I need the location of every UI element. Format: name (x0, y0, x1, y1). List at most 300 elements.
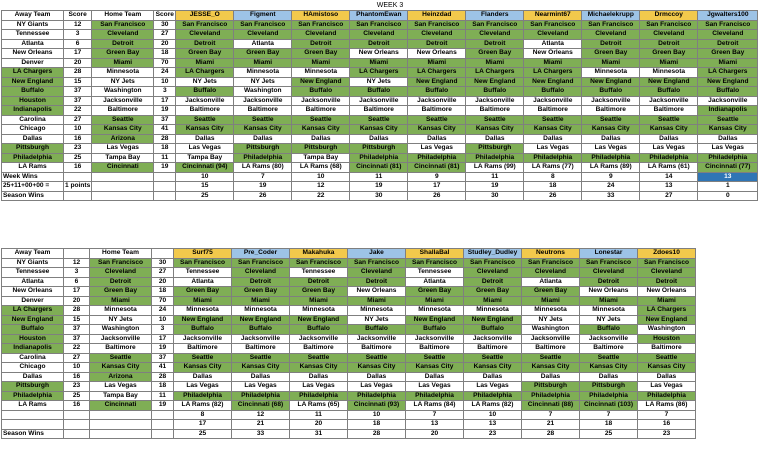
home-score-cell[interactable]: 24 (152, 306, 174, 316)
pick-cell[interactable]: Jacksonville (290, 334, 348, 344)
home-team-cell[interactable]: Baltimore (92, 106, 154, 116)
season-wins-cell[interactable]: 33 (232, 429, 290, 439)
pick-cell[interactable]: Philadelphia (406, 391, 464, 401)
pick-cell[interactable]: New Orleans (638, 287, 696, 297)
pick-cell[interactable]: LA Chargers (176, 68, 234, 78)
pick-cell[interactable]: LA Rams (99) (466, 163, 524, 173)
home-team-cell[interactable]: Detroit (90, 277, 152, 287)
away-score-cell[interactable]: 6 (64, 277, 90, 287)
away-score-cell[interactable]: 22 (64, 106, 92, 116)
pick-cell[interactable]: Baltimore (292, 106, 350, 116)
away-team-cell[interactable]: Houston (2, 334, 64, 344)
pick-cell[interactable]: Philadelphia (466, 153, 524, 163)
away-team-cell[interactable]: Atlanta (2, 277, 64, 287)
player-header[interactable]: Flanders (466, 11, 524, 21)
column-header[interactable]: Score (64, 11, 92, 21)
pick-cell[interactable]: Jacksonville (640, 96, 698, 106)
player-header[interactable]: PhantomEwan (350, 11, 408, 21)
column-header[interactable]: Away Team (2, 11, 64, 21)
away-score-cell[interactable]: 12 (64, 20, 92, 30)
pick-cell[interactable]: New England (698, 77, 758, 87)
week-wins-cell[interactable]: 10 (348, 410, 406, 420)
pick-cell[interactable]: Dallas (406, 372, 464, 382)
pick-cell[interactable]: San Francisco (640, 20, 698, 30)
pick-cell[interactable]: Buffalo (348, 325, 406, 335)
pick-cell[interactable]: Tampa Bay (176, 153, 234, 163)
pick-cell[interactable]: Jacksonville (582, 96, 640, 106)
pick-cell[interactable]: Jacksonville (348, 334, 406, 344)
pick-cell[interactable]: Buffalo (640, 87, 698, 97)
pick-cell[interactable]: LA Chargers (524, 68, 582, 78)
pick-cell[interactable]: Philadelphia (408, 153, 466, 163)
pick-cell[interactable]: Minnesota (406, 306, 464, 316)
pick-cell[interactable]: Dallas (348, 372, 406, 382)
pick-cell[interactable]: Seattle (524, 115, 582, 125)
pick-cell[interactable]: San Francisco (582, 20, 640, 30)
pick-cell[interactable]: Philadelphia (348, 391, 406, 401)
pick-cell[interactable]: Buffalo (350, 87, 408, 97)
pick-cell[interactable]: New Orleans (350, 49, 408, 59)
away-score-cell[interactable]: 28 (64, 306, 90, 316)
pick-cell[interactable]: San Francisco (638, 258, 696, 268)
week-wins-cell[interactable]: 9 (582, 172, 640, 182)
pick-cell[interactable]: San Francisco (350, 20, 408, 30)
tiebreak-cell[interactable]: 1 (698, 182, 758, 192)
pick-cell[interactable]: Dallas (292, 134, 350, 144)
pick-cell[interactable]: Cleveland (524, 30, 582, 40)
tiebreak-cell[interactable]: 18 (580, 420, 638, 430)
home-score-cell[interactable]: 28 (154, 134, 176, 144)
pick-cell[interactable]: Green Bay (466, 49, 524, 59)
pick-cell[interactable]: NY Jets (580, 315, 638, 325)
pick-cell[interactable]: Green Bay (522, 287, 580, 297)
pick-cell[interactable]: Cleveland (176, 30, 234, 40)
away-score-cell[interactable]: 23 (64, 144, 92, 154)
pick-cell[interactable]: Kansas City (524, 125, 582, 135)
pick-cell[interactable]: Seattle (522, 353, 580, 363)
pick-cell[interactable]: New England (640, 77, 698, 87)
season-wins-label[interactable]: Season Wins (2, 429, 64, 439)
pick-cell[interactable]: Philadelphia (234, 153, 292, 163)
pick-cell[interactable]: New Orleans (348, 287, 406, 297)
pick-cell[interactable]: Philadelphia (638, 391, 696, 401)
pick-cell[interactable]: Detroit (698, 39, 758, 49)
pick-cell[interactable]: Dallas (698, 134, 758, 144)
pick-cell[interactable]: Dallas (234, 134, 292, 144)
tiebreak-cell[interactable]: 13 (640, 182, 698, 192)
pick-cell[interactable]: Dallas (638, 372, 696, 382)
blank-cell[interactable] (152, 410, 174, 420)
pick-cell[interactable]: Green Bay (234, 49, 292, 59)
blank-cell[interactable] (92, 172, 154, 182)
pick-cell[interactable]: Seattle (174, 353, 232, 363)
pick-cell[interactable]: Detroit (348, 277, 406, 287)
pick-cell[interactable]: Minnesota (234, 68, 292, 78)
pick-cell[interactable]: Jacksonville (234, 96, 292, 106)
pick-cell[interactable]: New England (292, 77, 350, 87)
pick-cell[interactable]: Miami (640, 58, 698, 68)
pick-cell[interactable]: Kansas City (522, 363, 580, 373)
away-score-cell[interactable]: 37 (64, 325, 90, 335)
blank-cell[interactable] (64, 429, 90, 439)
home-team-cell[interactable]: Washington (92, 87, 154, 97)
column-header[interactable] (152, 249, 174, 259)
home-team-cell[interactable]: Detroit (92, 39, 154, 49)
season-wins-cell[interactable]: 22 (292, 191, 350, 201)
pick-cell[interactable]: Minnesota (640, 68, 698, 78)
pick-cell[interactable]: Kansas City (466, 125, 524, 135)
pick-cell[interactable]: San Francisco (408, 20, 466, 30)
pick-cell[interactable]: Pittsburgh (466, 144, 524, 154)
pick-cell[interactable]: Cleveland (408, 30, 466, 40)
blank-cell[interactable] (64, 191, 92, 201)
pick-cell[interactable]: Dallas (522, 372, 580, 382)
season-wins-cell[interactable]: 25 (174, 429, 232, 439)
pick-cell[interactable]: NY Jets (348, 315, 406, 325)
pick-cell[interactable]: Kansas City (698, 125, 758, 135)
pick-cell[interactable]: Seattle (234, 115, 292, 125)
pick-cell[interactable]: Jacksonville (408, 96, 466, 106)
pick-cell[interactable]: Cleveland (466, 30, 524, 40)
pick-cell[interactable]: Buffalo (582, 87, 640, 97)
pick-cell[interactable]: San Francisco (698, 20, 758, 30)
pick-cell[interactable]: New England (174, 315, 232, 325)
home-team-cell[interactable]: Arizona (90, 372, 152, 382)
pick-cell[interactable]: Philadelphia (580, 391, 638, 401)
home-team-cell[interactable]: NY Jets (92, 77, 154, 87)
pick-cell[interactable]: Philadelphia (464, 391, 522, 401)
home-score-cell[interactable]: 10 (154, 77, 176, 87)
pick-cell[interactable]: Houston (638, 334, 696, 344)
pick-cell[interactable]: Kansas City (406, 363, 464, 373)
pick-cell[interactable]: Atlanta (174, 277, 232, 287)
pick-cell[interactable]: Minnesota (464, 306, 522, 316)
pick-cell[interactable]: Philadelphia (522, 391, 580, 401)
away-team-cell[interactable]: New Orleans (2, 287, 64, 297)
season-wins-cell[interactable]: 26 (408, 191, 466, 201)
away-team-cell[interactable]: New Orleans (2, 49, 64, 59)
pick-cell[interactable]: Tennessee (174, 268, 232, 278)
pick-cell[interactable]: Cincinnati (68) (232, 401, 290, 411)
pick-cell[interactable]: Jacksonville (174, 334, 232, 344)
pick-cell[interactable]: LA Rams (61) (640, 163, 698, 173)
pick-cell[interactable]: LA Chargers (466, 68, 524, 78)
pick-cell[interactable]: Miami (582, 58, 640, 68)
tiebreak-cell[interactable]: 12 (292, 182, 350, 192)
pick-cell[interactable]: Jacksonville (350, 96, 408, 106)
pick-cell[interactable]: Detroit (638, 277, 696, 287)
away-score-cell[interactable]: 12 (64, 258, 90, 268)
pick-cell[interactable]: Buffalo (232, 325, 290, 335)
pick-cell[interactable]: Seattle (466, 115, 524, 125)
away-score-cell[interactable]: 16 (64, 134, 92, 144)
pick-cell[interactable]: Las Vegas (174, 382, 232, 392)
pick-cell[interactable]: Buffalo (408, 87, 466, 97)
pick-cell[interactable]: Philadelphia (640, 153, 698, 163)
pick-cell[interactable]: San Francisco (234, 20, 292, 30)
home-score-cell[interactable]: 18 (152, 287, 174, 297)
away-score-cell[interactable]: 3 (64, 30, 92, 40)
player-header[interactable]: Figment (234, 11, 292, 21)
home-score-cell[interactable]: 24 (154, 68, 176, 78)
blank-cell[interactable] (2, 420, 64, 430)
home-score-cell[interactable]: 19 (154, 106, 176, 116)
pick-cell[interactable]: Dallas (232, 372, 290, 382)
tiebreak-cell[interactable]: 21 (522, 420, 580, 430)
away-team-cell[interactable]: Dallas (2, 134, 64, 144)
blank-cell[interactable] (152, 420, 174, 430)
pick-cell[interactable]: Philadelphia (174, 391, 232, 401)
pick-cell[interactable]: Cleveland (292, 30, 350, 40)
pick-cell[interactable]: Kansas City (640, 125, 698, 135)
home-score-cell[interactable]: 20 (154, 39, 176, 49)
season-wins-label[interactable]: Season Wins (2, 191, 64, 201)
week-wins-cell[interactable]: 9 (408, 172, 466, 182)
pick-cell[interactable]: Seattle (290, 353, 348, 363)
pick-cell[interactable]: Cleveland (350, 30, 408, 40)
week-wins-cell[interactable]: 12 (232, 410, 290, 420)
pick-cell[interactable]: San Francisco (522, 258, 580, 268)
tiebreak-label[interactable]: 25+11+00+00 = (2, 182, 64, 192)
tiebreak-cell[interactable]: 18 (348, 420, 406, 430)
away-score-cell[interactable]: 27 (64, 353, 90, 363)
away-team-cell[interactable]: Buffalo (2, 325, 64, 335)
tiebreak-cell[interactable]: 13 (464, 420, 522, 430)
tiebreak-cell[interactable]: 19 (350, 182, 408, 192)
player-header[interactable]: Nearmint67 (524, 11, 582, 21)
away-team-cell[interactable]: Tennessee (2, 30, 64, 40)
season-wins-cell[interactable]: 25 (580, 429, 638, 439)
pick-cell[interactable]: Pittsburgh (350, 144, 408, 154)
pick-cell[interactable]: Seattle (580, 353, 638, 363)
player-header[interactable]: Jgwalters100 (698, 11, 758, 21)
pick-cell[interactable]: Seattle (350, 115, 408, 125)
pick-cell[interactable]: Kansas City (408, 125, 466, 135)
pick-cell[interactable]: Miami (174, 296, 232, 306)
home-team-cell[interactable]: Seattle (92, 115, 154, 125)
player-header[interactable]: JESSE_O (176, 11, 234, 21)
pick-cell[interactable]: Miami (348, 296, 406, 306)
player-header[interactable]: Zdoes10 (638, 249, 696, 259)
pick-cell[interactable]: Baltimore (638, 344, 696, 354)
away-team-cell[interactable]: LA Chargers (2, 306, 64, 316)
pick-cell[interactable]: Miami (176, 58, 234, 68)
pick-cell[interactable]: Jacksonville (406, 334, 464, 344)
tiebreak-cell[interactable]: 17 (174, 420, 232, 430)
pick-cell[interactable]: Las Vegas (348, 382, 406, 392)
column-header[interactable] (64, 249, 90, 259)
pick-cell[interactable]: Philadelphia (698, 153, 758, 163)
pick-cell[interactable]: Baltimore (408, 106, 466, 116)
pick-cell[interactable]: Las Vegas (176, 144, 234, 154)
pick-cell[interactable]: LA Rams (65) (290, 401, 348, 411)
pick-cell[interactable]: Philadelphia (582, 153, 640, 163)
week-wins-cell[interactable]: 11 (466, 172, 524, 182)
home-score-cell[interactable]: 70 (154, 58, 176, 68)
pick-cell[interactable]: New Orleans (408, 49, 466, 59)
pick-cell[interactable]: Cleveland (582, 30, 640, 40)
pick-cell[interactable]: Atlanta (234, 39, 292, 49)
pick-cell[interactable]: Dallas (176, 134, 234, 144)
pick-cell[interactable]: Las Vegas (232, 382, 290, 392)
away-team-cell[interactable]: Carolina (2, 353, 64, 363)
season-wins-cell[interactable]: 23 (464, 429, 522, 439)
pick-cell[interactable]: Green Bay (406, 287, 464, 297)
pick-cell[interactable]: Las Vegas (406, 382, 464, 392)
season-wins-cell[interactable]: 30 (350, 191, 408, 201)
pick-cell[interactable]: Detroit (582, 39, 640, 49)
pick-cell[interactable]: San Francisco (580, 258, 638, 268)
pick-cell[interactable]: Miami (292, 58, 350, 68)
pick-cell[interactable]: San Francisco (348, 258, 406, 268)
home-score-cell[interactable]: 70 (152, 296, 174, 306)
pick-cell[interactable]: New England (582, 77, 640, 87)
pick-cell[interactable]: Detroit (640, 39, 698, 49)
pick-cell[interactable]: Dallas (464, 372, 522, 382)
pick-cell[interactable]: Baltimore (522, 344, 580, 354)
pick-cell[interactable]: Seattle (464, 353, 522, 363)
pick-cell[interactable]: San Francisco (174, 258, 232, 268)
home-team-cell[interactable]: San Francisco (92, 20, 154, 30)
away-score-cell[interactable]: 37 (64, 87, 92, 97)
season-wins-cell[interactable]: 30 (466, 191, 524, 201)
pick-cell[interactable]: Detroit (580, 277, 638, 287)
away-team-cell[interactable]: Pittsburgh (2, 382, 64, 392)
pick-cell[interactable]: San Francisco (232, 258, 290, 268)
pick-cell[interactable]: San Francisco (290, 258, 348, 268)
home-score-cell[interactable]: 37 (152, 353, 174, 363)
pick-cell[interactable]: Seattle (348, 353, 406, 363)
pick-cell[interactable]: Cincinnati (81) (350, 163, 408, 173)
home-team-cell[interactable]: Tampa Bay (92, 153, 154, 163)
pick-cell[interactable]: Detroit (290, 277, 348, 287)
pick-cell[interactable]: LA Rams (82) (174, 401, 232, 411)
away-score-cell[interactable]: 16 (64, 372, 90, 382)
pick-cell[interactable]: LA Chargers (350, 68, 408, 78)
week-wins-cell[interactable]: 8 (524, 172, 582, 182)
home-score-cell[interactable]: 30 (152, 258, 174, 268)
season-wins-cell[interactable]: 28 (522, 429, 580, 439)
pick-cell[interactable]: Baltimore (176, 106, 234, 116)
pick-cell[interactable]: Kansas City (232, 363, 290, 373)
pick-cell[interactable]: Dallas (582, 134, 640, 144)
pick-cell[interactable]: New England (524, 77, 582, 87)
pick-cell[interactable]: New Orleans (524, 49, 582, 59)
home-team-cell[interactable]: Green Bay (90, 287, 152, 297)
pick-cell[interactable]: New England (408, 77, 466, 87)
pick-cell[interactable]: Cleveland (580, 268, 638, 278)
away-score-cell[interactable]: 25 (64, 153, 92, 163)
away-team-cell[interactable]: Denver (2, 296, 64, 306)
player-header[interactable]: HAmistoso (292, 11, 350, 21)
pick-cell[interactable]: Jacksonville (176, 96, 234, 106)
away-score-cell[interactable]: 15 (64, 315, 90, 325)
pick-cell[interactable]: New England (290, 315, 348, 325)
pick-cell[interactable]: Jacksonville (232, 334, 290, 344)
pick-cell[interactable]: Kansas City (290, 363, 348, 373)
pick-cell[interactable]: Philadelphia (290, 391, 348, 401)
away-score-cell[interactable]: 28 (64, 68, 92, 78)
pick-cell[interactable]: Dallas (524, 134, 582, 144)
pick-cell[interactable]: Minnesota (290, 306, 348, 316)
away-score-cell[interactable]: 22 (64, 344, 90, 354)
home-score-cell[interactable]: 30 (154, 20, 176, 30)
blank-cell[interactable] (154, 191, 176, 201)
pick-cell[interactable]: Green Bay (582, 49, 640, 59)
away-score-cell[interactable]: 17 (64, 49, 92, 59)
pick-cell[interactable]: New England (406, 315, 464, 325)
pick-cell[interactable]: Las Vegas (698, 144, 758, 154)
home-team-cell[interactable]: Tampa Bay (90, 391, 152, 401)
away-score-cell[interactable]: 23 (64, 382, 90, 392)
pick-cell[interactable]: Jacksonville (522, 334, 580, 344)
pick-cell[interactable]: Jacksonville (698, 96, 758, 106)
player-header[interactable]: Michaelekrupp (582, 11, 640, 21)
pick-cell[interactable]: Kansas City (234, 125, 292, 135)
pick-cell[interactable]: Buffalo (406, 325, 464, 335)
home-score-cell[interactable]: 27 (152, 268, 174, 278)
pick-cell[interactable]: Detroit (408, 39, 466, 49)
home-score-cell[interactable]: 10 (152, 315, 174, 325)
pick-cell[interactable]: Green Bay (232, 287, 290, 297)
home-team-cell[interactable]: Arizona (92, 134, 154, 144)
player-header[interactable]: ShallaBal (406, 249, 464, 259)
pick-cell[interactable]: LA Rams (80) (234, 163, 292, 173)
away-team-cell[interactable]: Tennessee (2, 268, 64, 278)
pick-cell[interactable]: Baltimore (348, 344, 406, 354)
pick-cell[interactable]: Tampa Bay (292, 153, 350, 163)
pick-cell[interactable]: Kansas City (582, 125, 640, 135)
pick-cell[interactable]: Detroit (464, 277, 522, 287)
pick-cell[interactable]: Cleveland (348, 268, 406, 278)
blank-cell[interactable] (2, 410, 64, 420)
tiebreak-cell[interactable]: 17 (408, 182, 466, 192)
pick-cell[interactable]: Minnesota (292, 68, 350, 78)
tiebreak-cell[interactable]: 21 (232, 420, 290, 430)
away-score-cell[interactable]: 3 (64, 268, 90, 278)
away-team-cell[interactable]: Indianapolis (2, 106, 64, 116)
pick-cell[interactable]: New England (464, 315, 522, 325)
pick-cell[interactable]: Minnesota (580, 306, 638, 316)
away-team-cell[interactable]: New England (2, 315, 64, 325)
pick-cell[interactable]: Tennessee (406, 268, 464, 278)
player-header[interactable]: Studley_Dudley (464, 249, 522, 259)
home-score-cell[interactable]: 37 (154, 115, 176, 125)
away-team-cell[interactable]: Pittsburgh (2, 144, 64, 154)
away-team-cell[interactable]: New England (2, 77, 64, 87)
away-score-cell[interactable]: 37 (64, 96, 92, 106)
pick-cell[interactable]: NY Jets (522, 315, 580, 325)
week-wins-cell[interactable]: 8 (174, 410, 232, 420)
player-header[interactable]: Surf75 (174, 249, 232, 259)
pick-cell[interactable]: New England (638, 315, 696, 325)
home-team-cell[interactable]: Washington (90, 325, 152, 335)
pick-cell[interactable]: Minnesota (174, 306, 232, 316)
home-score-cell[interactable]: 3 (154, 87, 176, 97)
week-wins-cell[interactable]: 7 (406, 410, 464, 420)
pick-cell[interactable]: Jacksonville (524, 96, 582, 106)
column-header[interactable]: Score (155, 11, 174, 18)
pick-cell[interactable]: Detroit (292, 39, 350, 49)
week-wins-cell[interactable]: 14 (640, 172, 698, 182)
pick-cell[interactable]: Buffalo (290, 325, 348, 335)
home-team-cell[interactable]: Kansas City (92, 125, 154, 135)
pick-cell[interactable]: San Francisco (292, 20, 350, 30)
pick-cell[interactable]: Baltimore (466, 106, 524, 116)
home-team-cell[interactable]: Kansas City (90, 363, 152, 373)
pick-cell[interactable]: Minnesota (522, 306, 580, 316)
pick-cell[interactable]: Dallas (290, 372, 348, 382)
